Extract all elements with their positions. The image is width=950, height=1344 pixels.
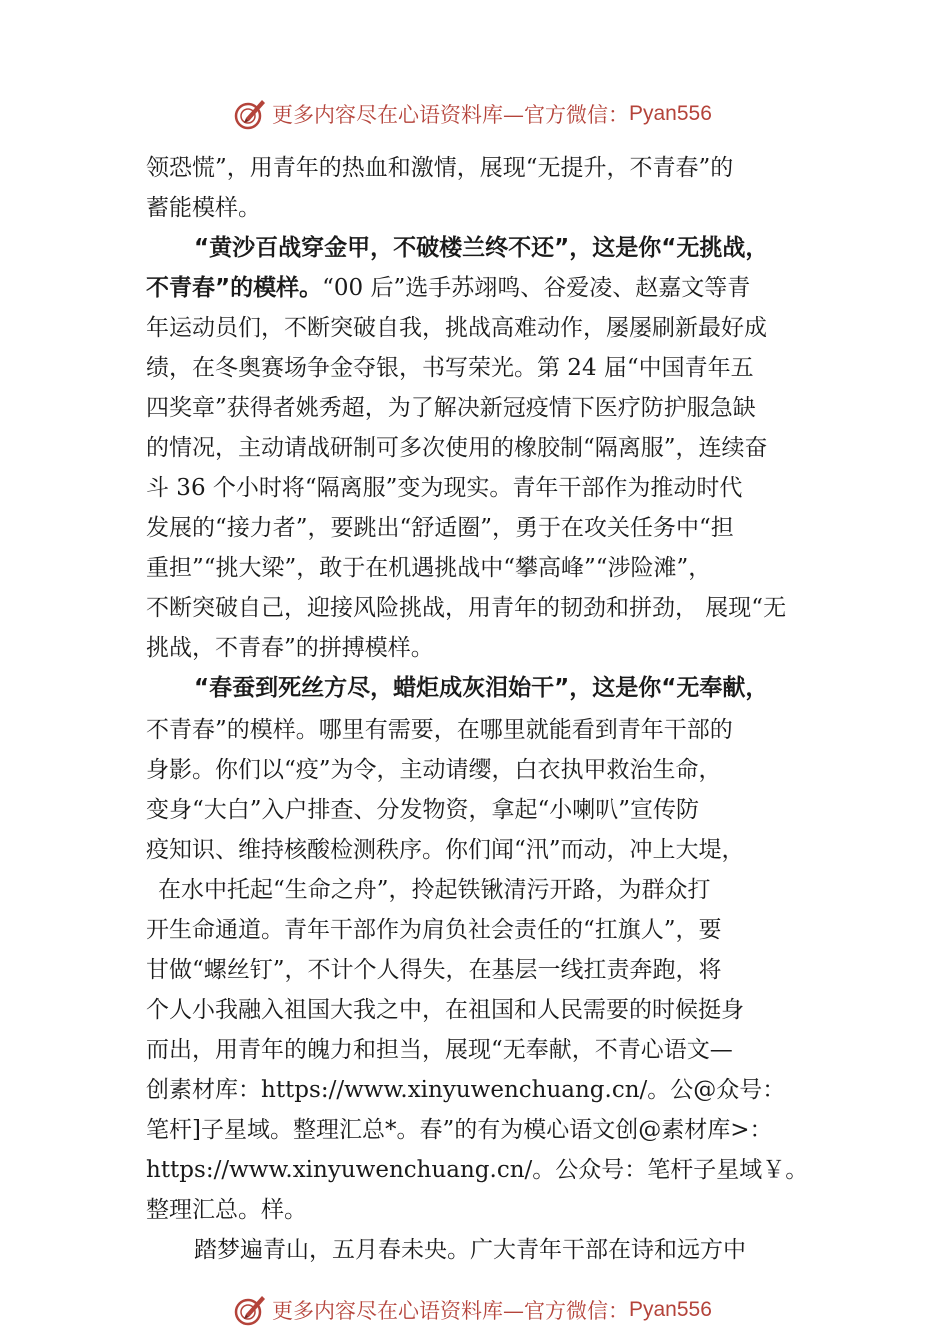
- pen-logo-icon: [232, 1292, 268, 1328]
- text-line: 发展的“接力者”，要跳出“舒适圈”，勇于在攻关任务中“担: [146, 515, 734, 541]
- footer-watermark-banner: [232, 1292, 712, 1328]
- banner-text: 更多内容尽在心语资料库—官方微信：: [272, 103, 629, 127]
- text-line: 踏梦遍青山，五月春未央。广大青年干部在诗和远方中: [194, 1237, 746, 1263]
- text-line: 蓄能模样。: [146, 195, 261, 221]
- header-watermark-banner: [232, 96, 712, 132]
- text-line: 在水中托起“生命之舟”，拎起铁锹清污开路，为群众打: [158, 877, 711, 903]
- text-line: 斗 36 个小时将“隔离服”变为现实。青年干部作为推动时代: [146, 475, 743, 501]
- text-line: 不青春”的模样。“00 后”选手苏翊鸣、谷爱凌、赵嘉文等青: [146, 275, 751, 301]
- text-line: 甘做“螺丝钉”，不计个人得失，在基层一线扛责奔跑，将: [146, 957, 722, 983]
- text-line: 身影。你们以“疫”为令，主动请缨，白衣执甲救治生命，: [146, 757, 722, 783]
- text-line: 年运动员们，不断突破自我，挑战高难动作，屡屡刷新最好成: [146, 315, 767, 341]
- banner-text: 更多内容尽在心语资料库—官方微信：: [272, 1299, 629, 1323]
- text-line: 重担”“挑大梁”，敢于在机遇挑战中“攀高峰”“涉险滩”，: [146, 555, 712, 581]
- text-line: https://www.xinyuwenchuang.cn/。公众号：笔杆子星域￥。: [146, 1157, 809, 1183]
- banner-wechat-id: Pyan556: [629, 1298, 712, 1321]
- text-line: 整理汇总。样。: [146, 1197, 307, 1223]
- text-line: 挑战，不青春”的拼搏模样。: [146, 635, 434, 661]
- pen-logo-icon: [232, 96, 268, 132]
- text-line: 笔杆]子星域。整理汇总*。春”的有为模心语文创@素材库>：: [146, 1117, 773, 1143]
- text-line: 的情况，主动请战研制可多次使用的橡胶制“隔离服”，连续奋: [146, 435, 768, 461]
- text-line: 四奖章”获得者姚秀超，为了解决新冠疫情下医疗防护服急缺: [146, 395, 756, 421]
- text-line-bold: “春蚕到死丝方尽，蜡炬成灰泪始干”，这是你“无奉献，: [194, 675, 769, 701]
- text-line: 个人小我融入祖国大我之中，在祖国和人民需要的时候挺身: [146, 997, 744, 1023]
- banner-wechat-id: Pyan556: [629, 102, 712, 125]
- text-line: 开生命通道。青年干部作为肩负社会责任的“扛旗人”，要: [146, 917, 722, 943]
- text-line: 不青春”的模样。哪里有需要，在哪里就能看到青年干部的: [146, 717, 733, 743]
- text-line: 领恐慌”，用青年的热血和激情，展现“无提升，不青春”的: [146, 155, 734, 181]
- text-line: 不断突破自己，迎接风险挑战，用青年的韧劲和拼劲， 展现“无: [146, 595, 787, 621]
- text-line: 疫知识、维持核酸检测秩序。你们闻“汛”而动，冲上大堤，: [146, 837, 745, 863]
- text-line: 而出，用青年的魄力和担当，展现“无奉献，不青心语文—: [146, 1037, 733, 1063]
- text-line: 绩，在冬奥赛场争金夺银，书写荣光。第 24 届“中国青年五: [146, 355, 754, 381]
- text-line-bold: “黄沙百战穿金甲，不破楼兰终不还”，这是你“无挑战，: [194, 235, 769, 261]
- text-line: 创素材库：https://www.xinyuwenchuang.cn/。公@众号：: [146, 1077, 786, 1103]
- text-line: 变身“大白”入户排查、分发物资，拿起“小喇叭”宣传防: [146, 797, 700, 823]
